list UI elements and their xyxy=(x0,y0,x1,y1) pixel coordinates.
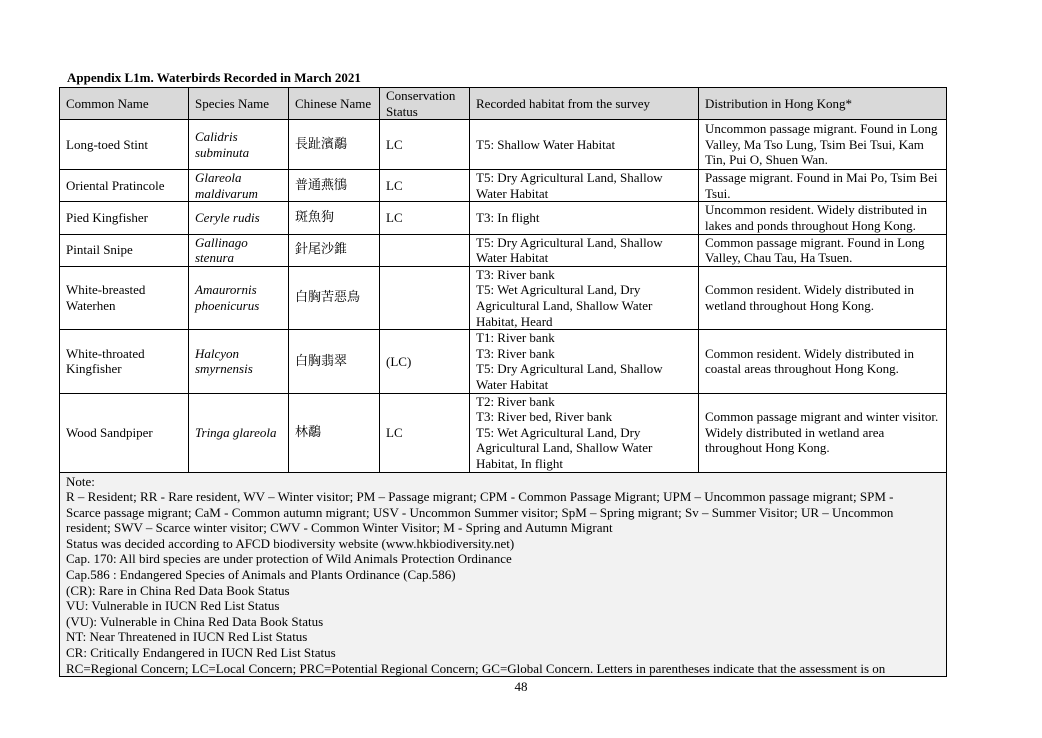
recorded-habitat xyxy=(470,234,699,266)
species-name: Gallinago stenura xyxy=(189,234,289,266)
table-row xyxy=(60,170,947,202)
conservation-status: LC xyxy=(380,120,470,170)
note-line: RC=Regional Concern; LC=Local Concern; PRC=Potential Regional Concern; GC=Global Concern. Letters in parentheses indicate that the assessment is on xyxy=(66,660,886,676)
species-name: Tringa glareola xyxy=(189,393,289,472)
conservation-status: (LC) xyxy=(380,330,470,393)
recorded-habitat xyxy=(470,266,699,329)
note-line: Scarce passage migrant; CaM - Common autumn migrant; USV - Uncommon Summer visitor; SpM – Spring migrant; Sv – Summer Visitor; UR – Uncommon xyxy=(66,504,894,520)
habitat-line: T5: Dry Agricultural Land, Shallow Water Habitat xyxy=(476,170,663,201)
table-row xyxy=(60,234,947,266)
distribution: Uncommon passage migrant. Found in Long Valley, Ma Tso Lung, Tsim Bei Tsui, Kam Tin, Pui O, Shuen Wan. xyxy=(699,120,947,170)
chinese-name: 斑魚狗 xyxy=(289,202,380,234)
habitat-line: T1: River bank xyxy=(476,330,555,346)
table-row xyxy=(60,202,947,234)
header-chinese-name: Chinese Name xyxy=(289,88,380,120)
habitat-line: T2: River bank xyxy=(476,393,555,409)
note-line: NT: Near Threatened in IUCN Red List Status xyxy=(66,629,308,645)
distribution: Common passage migrant. Found in Long Valley, Chau Tau, Ha Tsuen. xyxy=(699,234,947,266)
distribution: Common resident. Widely distributed in wetland throughout Hong Kong. xyxy=(699,266,947,329)
conservation-status xyxy=(380,234,470,266)
species-name: Glareola maldivarum xyxy=(189,170,289,202)
recorded-habitat xyxy=(470,120,699,170)
common-name: White-breasted Waterhen xyxy=(60,266,189,329)
note-line: CR: Critically Endangered in IUCN Red List Status xyxy=(66,645,336,661)
habitat-line: T5: Shallow Water Habitat xyxy=(476,136,616,152)
notes-row xyxy=(60,472,947,677)
header-conservation-status: Conservation Status xyxy=(380,88,470,120)
note-heading: Note: xyxy=(66,473,95,489)
table-row xyxy=(60,120,947,170)
conservation-status: LC xyxy=(380,393,470,472)
recorded-habitat xyxy=(470,393,699,472)
waterbirds-table xyxy=(59,87,947,677)
chinese-name: 林鷸 xyxy=(289,393,380,472)
table-row xyxy=(60,393,947,472)
habitat-line: T3: River bed, River bank xyxy=(476,409,613,425)
page-number: 48 xyxy=(514,679,528,694)
habitat-line: T5: Dry Agricultural Land, Shallow Water Habitat xyxy=(476,361,663,392)
recorded-habitat xyxy=(470,202,699,234)
distribution: Common resident. Widely distributed in coastal areas throughout Hong Kong. xyxy=(699,330,947,393)
conservation-status: LC xyxy=(380,202,470,234)
chinese-name: 長趾濱鷸 xyxy=(289,120,380,170)
habitat-line: T3: River bank xyxy=(476,345,555,361)
header-common-name: Common Name xyxy=(60,88,189,120)
habitat-line: T5: Wet Agricultural Land, Dry Agricultural Land, Shallow Water Habitat, In flight xyxy=(476,424,653,471)
chinese-name: 針尾沙錐 xyxy=(289,234,380,266)
note-line: Status was decided according to AFCD biodiversity website (www.hkbiodiversity.net) xyxy=(66,535,515,551)
chinese-name: 普通燕鴴 xyxy=(289,170,380,202)
note-line: (CR): Rare in China Red Data Book Status xyxy=(66,582,290,598)
header-distribution: Distribution in Hong Kong* xyxy=(699,88,947,120)
chinese-name: 白胸苦惡鳥 xyxy=(289,266,380,329)
species-name: Calidris subminuta xyxy=(189,120,289,170)
note-line: (VU): Vulnerable in China Red Data Book Status xyxy=(66,613,324,629)
table-row xyxy=(60,266,947,329)
habitat-line: T3: In flight xyxy=(476,210,540,226)
distribution: Uncommon resident. Widely distributed in lakes and ponds throughout Hong Kong. xyxy=(699,202,947,234)
note-line: VU: Vulnerable in IUCN Red List Status xyxy=(66,598,280,614)
recorded-habitat xyxy=(470,170,699,202)
common-name: Pintail Snipe xyxy=(60,234,189,266)
recorded-habitat xyxy=(470,330,699,393)
page-title: Appendix L1m. Waterbirds Recorded in March 2021 xyxy=(67,70,361,85)
common-name: Pied Kingfisher xyxy=(60,202,189,234)
note-line: Cap. 170: All bird species are under protection of Wild Animals Protection Ordinance xyxy=(66,551,512,567)
table-row xyxy=(60,330,947,393)
habitat-line: T5: Wet Agricultural Land, Dry Agricultural Land, Shallow Water Habitat, Heard xyxy=(476,282,653,329)
note-line: R – Resident; RR - Rare resident, WV – Winter visitor; PM – Passage migrant; CPM - Common Passage Migrant; UPM – Uncommon passage migrant; SPM - xyxy=(66,489,894,505)
distribution: Passage migrant. Found in Mai Po, Tsim Bei Tsui. xyxy=(699,170,947,202)
header-row xyxy=(60,88,947,120)
header-recorded-habitat: Recorded habitat from the survey xyxy=(470,88,699,120)
species-name: Ceryle rudis xyxy=(189,202,289,234)
header-species-name: Species Name xyxy=(189,88,289,120)
chinese-name: 白胸翡翠 xyxy=(289,330,380,393)
note-line: Cap.586 : Endangered Species of Animals and Plants Ordinance (Cap.586) xyxy=(66,567,456,583)
habitat-line: T3: River bank xyxy=(476,266,555,282)
notes-section xyxy=(60,472,947,677)
common-name: Oriental Pratincole xyxy=(60,170,189,202)
note-line: resident; SWV – Scarce winter visitor; CWV - Common Winter Visitor; M - Spring and Autumn Migrant xyxy=(66,520,613,536)
distribution: Common passage migrant and winter visitor. Widely distributed in wetland area throughout Hong Kong. xyxy=(699,393,947,472)
conservation-status xyxy=(380,266,470,329)
common-name: White-throated Kingfisher xyxy=(60,330,189,393)
conservation-status: LC xyxy=(380,170,470,202)
habitat-line: T5: Dry Agricultural Land, Shallow Water Habitat xyxy=(476,234,663,266)
species-name: Halcyon smyrnensis xyxy=(189,330,289,393)
species-name: Amaurornis phoenicurus xyxy=(189,266,289,329)
common-name: Wood Sandpiper xyxy=(60,393,189,472)
common-name: Long-toed Stint xyxy=(60,120,189,170)
